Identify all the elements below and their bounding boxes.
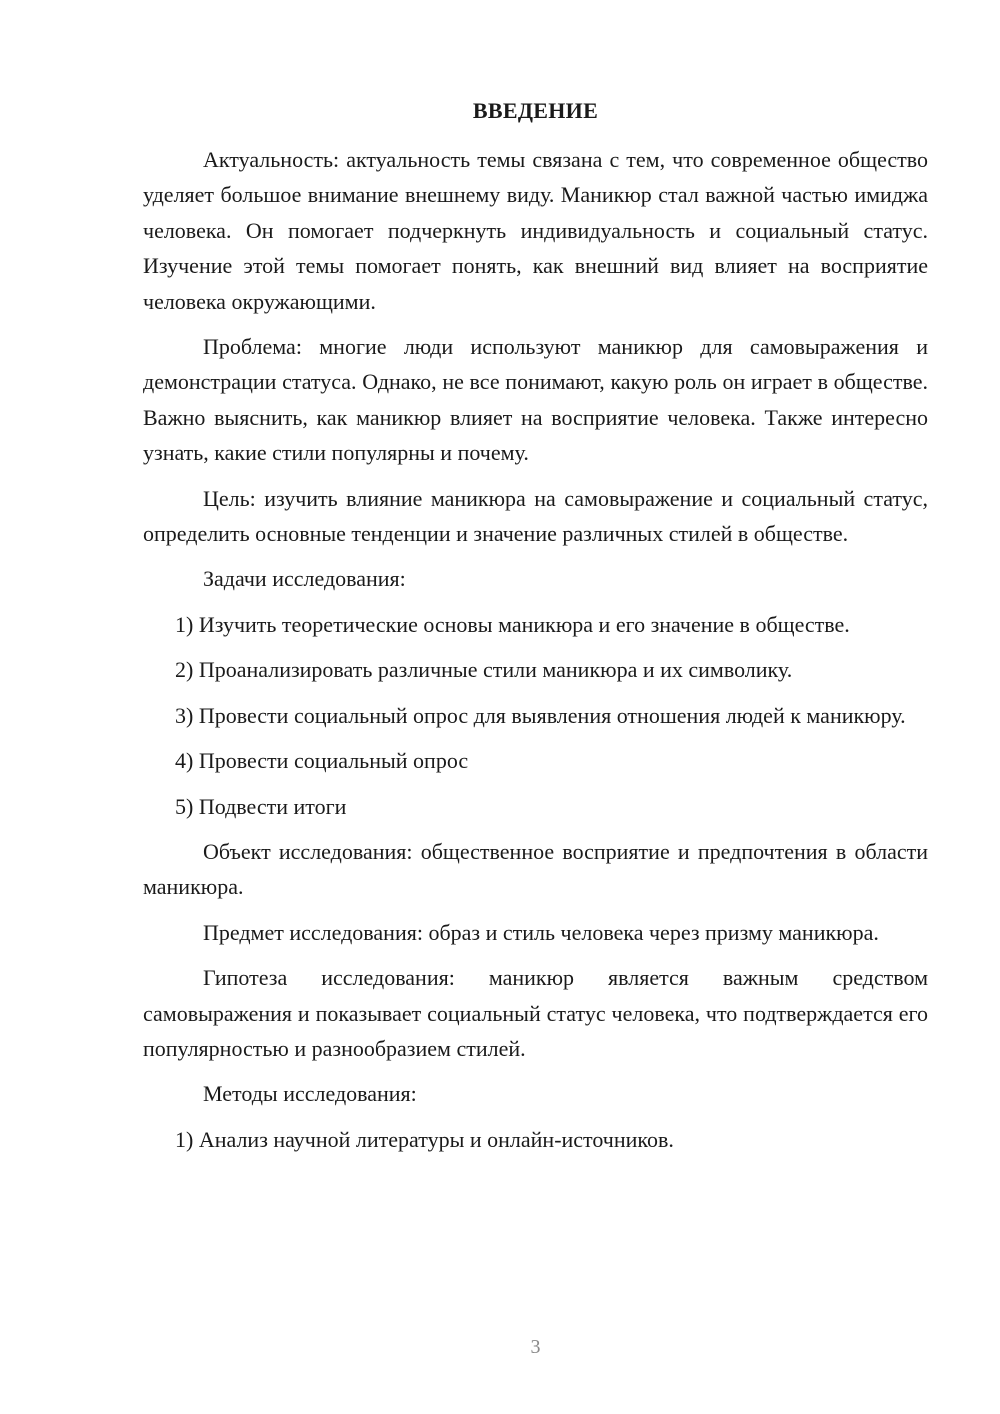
hypothesis-paragraph: Гипотеза исследования: маникюр является важным средством самовыражения и показывает социальный статус человека, что подтверждается его популярностью и разнообразием стилей. xyxy=(143,965,928,1061)
subject-paragraph: Предмет исследования: образ и стиль человека через призму маникюра. xyxy=(203,919,879,945)
page-title: ВВЕДЕНИЕ xyxy=(472,98,599,123)
task-item: 3) Провести социальный опрос для выявления отношения людей к маникюру. xyxy=(175,702,906,728)
page-number: 3 xyxy=(530,1336,541,1358)
object-paragraph: Объект исследования: общественное восприятие и предпочтения в области маникюра. xyxy=(143,838,928,900)
task-item: 4) Провести социальный опрос xyxy=(175,748,469,774)
goal-paragraph: Цель: изучить влияние маникюра на самовыражение и социальный статус, определить основные тенденции и значение различных стилей в обществе. xyxy=(143,485,928,547)
tasks-heading: Задачи исследования: xyxy=(203,566,406,592)
task-item: 2) Проанализировать различные стили маникюра и их символику. xyxy=(175,657,793,683)
document-page xyxy=(143,0,928,1414)
document-body xyxy=(143,142,928,1157)
task-item: 1) Изучить теоретические основы маникюра и его значение в обществе. xyxy=(175,611,850,637)
methods-heading: Методы исследования: xyxy=(203,1081,417,1107)
task-item: 5) Подвести итоги xyxy=(175,793,347,819)
problem-paragraph: Проблема: многие люди используют маникюр для самовыражения и демонстрации статуса. Однако, не все понимают, какую роль он играет в обществе. Важно выяснить, как маникюр влияет на восприятие человека. Также интересно узнать, какие стили популярны и почему. xyxy=(143,334,928,466)
method-item: 1) Анализ научной литературы и онлайн-источников. xyxy=(175,1126,674,1152)
relevance-paragraph: Актуальность: актуальность темы связана с тем, что современное общество уделяет большое внимание внешнему виду. Маникюр стал важной частью имиджа человека. Он помогает подчеркнуть индивидуальность и социальный статус. Изучение этой темы помогает понять, как внешний вид влияет на восприятие человека окружающими. xyxy=(143,147,928,314)
